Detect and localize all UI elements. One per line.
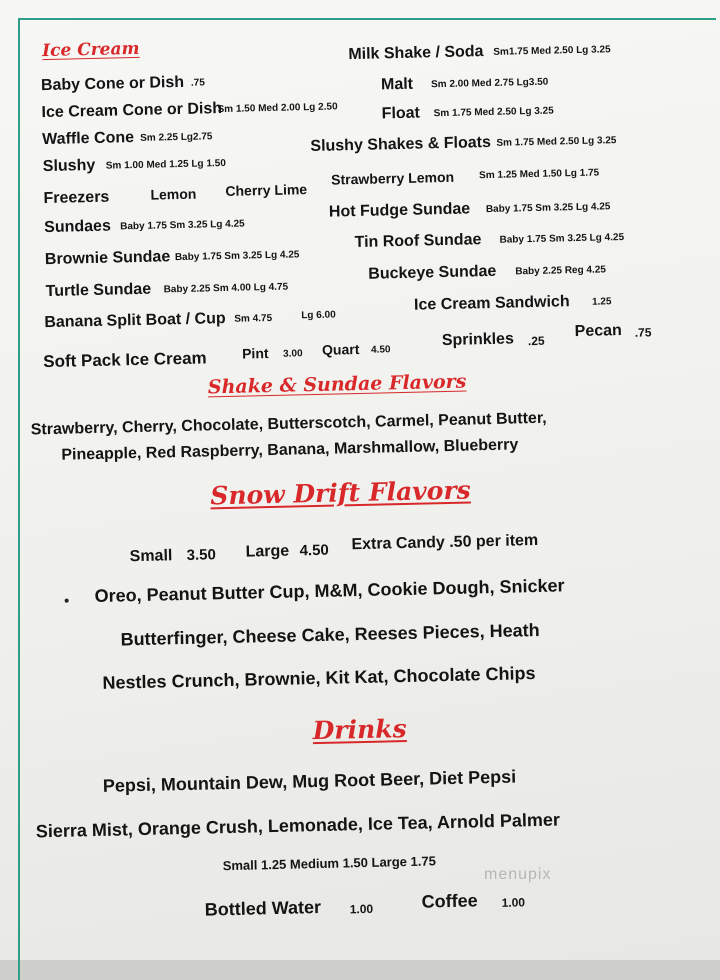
menu-item-name: Strawberry Lemon xyxy=(330,168,455,188)
menu-item-name: Malt xyxy=(380,75,414,94)
menu-item-price: Sm 1.25 Med 1.50 Lg 1.75 xyxy=(479,167,600,182)
menu-item-price: 4.50 xyxy=(370,344,391,356)
drinks-line: Sierra Mist, Orange Crush, Lemonade, Ice Tea, Arnold Palmer xyxy=(35,809,561,842)
drink-price: 1.00 xyxy=(349,901,374,917)
soft-pack-size: Pint xyxy=(241,345,269,362)
drink-price: 1.00 xyxy=(501,895,526,910)
menu-item-price: Baby 1.75 Sm 3.25 Lg 4.25 xyxy=(485,201,611,216)
bullet-dot xyxy=(65,599,69,603)
menu-item-price: Baby 2.25 Sm 4.00 Lg 4.75 xyxy=(163,281,289,296)
menu-item-price: Sm 4.75 xyxy=(234,312,273,325)
menu-item-name: Brownie Sundae xyxy=(44,248,171,269)
menu-item-price: Baby 1.75 Sm 3.25 Lg 4.25 xyxy=(120,218,245,233)
menu-item-price: Sm1.75 Med 2.50 Lg 3.25 xyxy=(493,44,611,58)
menu-item-name: Waffle Cone xyxy=(42,129,135,149)
menu-item-price: Baby 1.75 Sm 3.25 Lg 4.25 xyxy=(499,231,625,246)
menu-item-name: Float xyxy=(381,104,421,123)
menu-item-price: Lg 6.00 xyxy=(301,309,336,322)
menu-item-name: Banana Split Boat / Cup xyxy=(44,310,226,332)
menu-item-price: Sm 1.75 Med 2.50 Lg 3.25 xyxy=(496,135,617,149)
snow-drift-price: 3.50 xyxy=(186,546,217,564)
snow-drift-flavors-line: Oreo, Peanut Butter Cup, M&M, Cookie Dough, Snicker xyxy=(94,575,565,607)
snow-drift-size: Small xyxy=(129,547,173,566)
menu-item-name: Soft Pack Ice Cream xyxy=(43,348,207,372)
menu-item-name: Hot Fudge Sundae xyxy=(328,200,471,221)
menu-item-name: Freezers xyxy=(43,188,110,208)
ice-cream-heading: Ice Cream xyxy=(41,38,140,62)
menu-item-price: Sm 2.25 Lg2.75 xyxy=(140,131,213,144)
menu-item-name: Pecan xyxy=(574,322,623,341)
snow-drift-flavors-line: Nestles Crunch, Brownie, Kit Kat, Chocolate Chips xyxy=(102,663,536,693)
snow-drift-flavors-line: Butterfinger, Cheese Cake, Reeses Pieces, Heath xyxy=(120,619,540,650)
menu-item-price: Baby 2.25 Reg 4.25 xyxy=(515,264,607,278)
menu-item-price: 3.00 xyxy=(283,348,303,360)
snow-drift-size: Large xyxy=(245,542,290,561)
menu-item-price: .75 xyxy=(190,77,205,89)
menu-item-name: Baby Cone or Dish xyxy=(40,73,185,95)
menu-item-price: 1.25 xyxy=(591,296,612,308)
drink-sizes: Small 1.25 Medium 1.50 Large 1.75 xyxy=(222,853,437,874)
menu-item-name: Slushy xyxy=(42,156,96,176)
menu-item-name: Turtle Sundae xyxy=(45,280,152,301)
menu-item-name: Slushy Shakes & Floats xyxy=(310,133,492,156)
menu-item-price: .75 xyxy=(634,325,652,340)
soft-pack-size: Quart xyxy=(321,340,360,358)
drinks-line: Pepsi, Mountain Dew, Mug Root Beer, Diet Pepsi xyxy=(102,766,517,796)
drink-item: Coffee xyxy=(421,890,478,912)
menu-item-name: Sprinkles xyxy=(441,330,515,350)
snow-drift-heading: Snow Drift Flavors xyxy=(209,475,471,511)
snow-drift-extra: Extra Candy .50 per item xyxy=(351,531,539,554)
snow-drift-price: 4.50 xyxy=(299,541,329,560)
menu-item-price: .25 xyxy=(527,333,545,349)
watermark: menupix xyxy=(484,866,552,883)
menu-item-name: Milk Shake / Soda xyxy=(348,43,484,64)
shake-flavors-line: Pineapple, Red Raspberry, Banana, Marshmallow, Blueberry xyxy=(61,436,519,464)
menu-item-name: Tin Roof Sundae xyxy=(354,231,482,252)
menu-item-price: Sm 1.00 Med 1.25 Lg 1.50 xyxy=(105,157,226,172)
menu-item-name: Ice Cream Sandwich xyxy=(413,293,570,314)
menu-item-price: Sm 2.00 Med 2.75 Lg3.50 xyxy=(430,76,549,91)
shake-flavors-heading: Shake & Sundae Flavors xyxy=(207,370,467,399)
drinks-heading: Drinks xyxy=(312,714,407,746)
menu-item-name: Buckeye Sundae xyxy=(368,262,497,283)
menu-item-name: Ice Cream Cone or Dish xyxy=(41,100,223,122)
menu-item-name: Sundaes xyxy=(43,217,112,237)
freezer-flavor: Cherry Lime xyxy=(225,181,308,199)
menu-item-price: Sm 1.75 Med 2.50 Lg 3.25 xyxy=(433,105,554,120)
shake-flavors-line: Strawberry, Cherry, Chocolate, Butterscotch, Carmel, Peanut Butter, xyxy=(30,409,547,439)
menu-item-price: Sm 1.50 Med 2.00 Lg 2.50 xyxy=(217,101,338,116)
drink-item: Bottled Water xyxy=(204,896,322,920)
freezer-flavor: Lemon xyxy=(150,185,197,203)
menu-item-price: Baby 1.75 Sm 3.25 Lg 4.25 xyxy=(174,249,300,264)
